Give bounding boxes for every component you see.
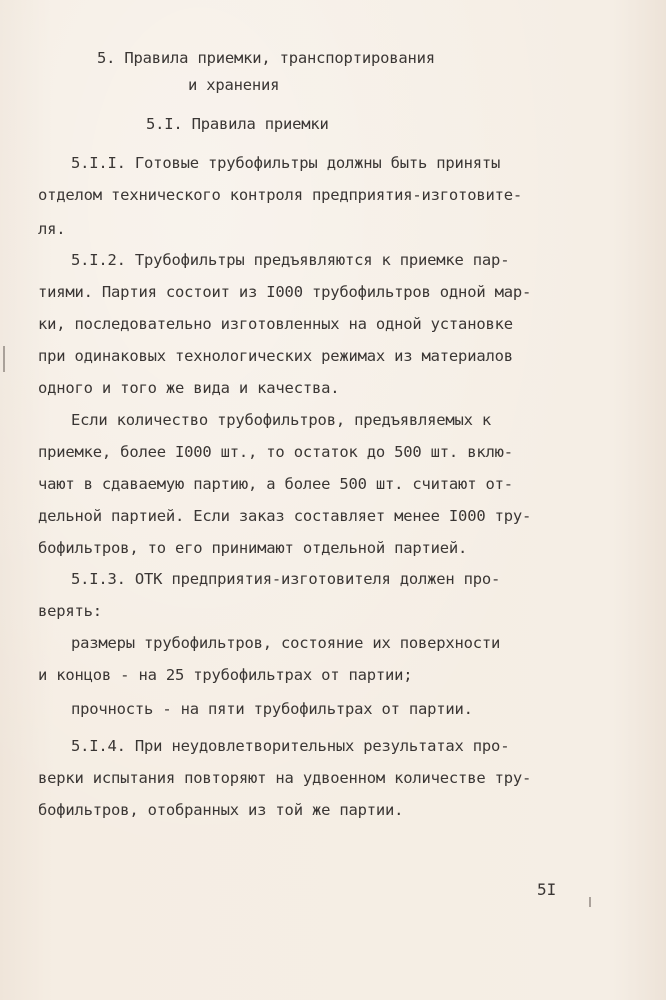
text-line: верки испытания повторяют на удвоенном количестве тру- <box>38 769 532 787</box>
text-line: чают в сдаваемую партию, а более 500 шт. считают от- <box>38 475 513 493</box>
text-line: дельной партией. Если заказ составляет менее I000 тру- <box>38 507 532 525</box>
subsection-title: 5.I. Правила приемки <box>146 115 329 133</box>
section-title-line-1: 5. Правила приемки, транспортирования <box>97 49 435 67</box>
text-line: отделом технического контроля предприятия-изготовите- <box>38 186 522 204</box>
margin-mark <box>589 897 591 907</box>
text-line: 5.I.2. Трубофильтры предъявляются к приемке пар- <box>71 251 510 269</box>
text-line: бофильтров, отобранных из той же партии. <box>38 801 404 819</box>
text-line: Если количество трубофильтров, предъявляемых к <box>71 411 492 429</box>
text-line: приемке, более I000 шт., то остаток до 500 шт. вклю- <box>38 443 513 461</box>
text-line: верять: <box>38 602 102 620</box>
text-line: бофильтров, то его принимают отдельной партией. <box>38 539 468 557</box>
margin-mark <box>3 346 5 372</box>
text-line: и концов - на 25 трубофильтрах от партии; <box>38 666 413 684</box>
text-line: ки, последовательно изготовленных на одной установке <box>38 315 513 333</box>
text-line: 5.I.3. ОТК предприятия-изготовителя должен про- <box>71 570 501 588</box>
text-line: при одинаковых технологических режимах из материалов <box>38 347 513 365</box>
section-title-line-2: и хранения <box>188 76 280 94</box>
text-line: одного и того же вида и качества. <box>38 379 340 397</box>
page-number: 5I <box>537 880 557 899</box>
text-line: тиями. Партия состоит из I000 трубофильтров одной мар- <box>38 283 532 301</box>
text-line: размеры трубофильтров, состояние их поверхности <box>71 634 501 652</box>
text-line: прочность - на пяти трубофильтрах от партии. <box>71 700 473 718</box>
text-line: ля. <box>38 220 66 238</box>
text-line: 5.I.I. Готовые трубофильтры должны быть приняты <box>71 154 501 172</box>
text-line: 5.I.4. При неудовлетворительных результатах про- <box>71 737 510 755</box>
